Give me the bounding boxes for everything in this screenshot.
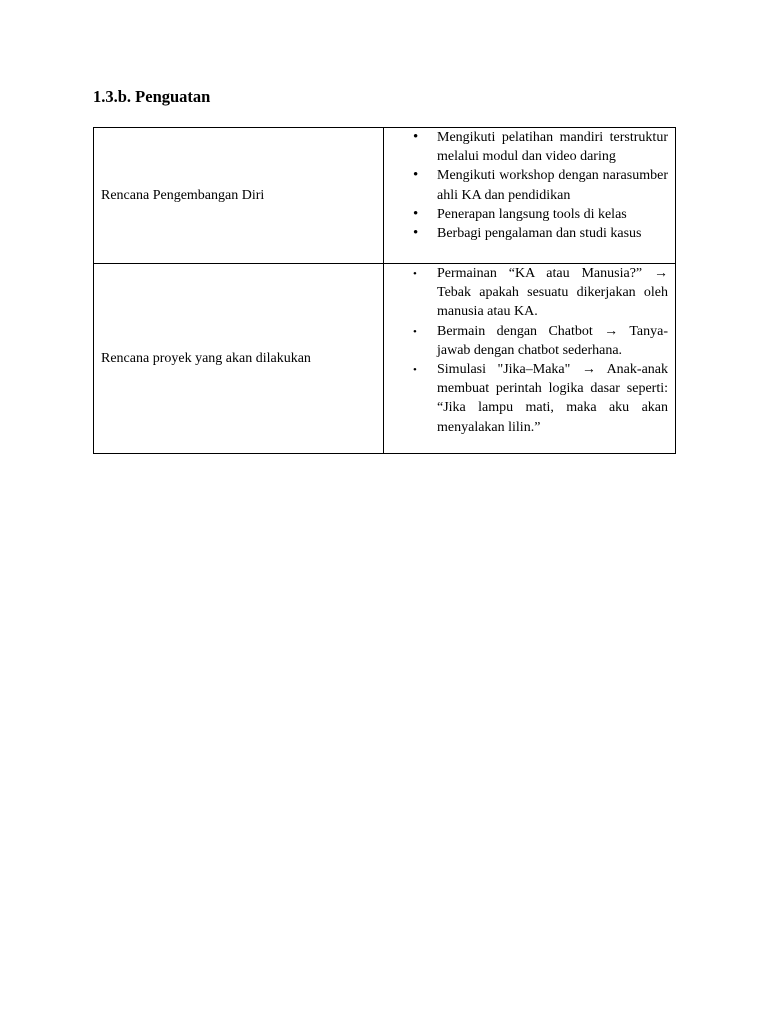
bullet-list [384, 264, 675, 437]
list-item: • Mengikuti pelatihan mandiri terstruktur melalui modul dan video daring [384, 128, 668, 166]
row-label-self-development: Rencana Pengembangan Diri [94, 128, 384, 264]
list-item: • Mengikuti workshop dengan narasumber ahli KA dan pendidikan [384, 166, 668, 204]
list-item: • Permainan “KA atau Manusia?” → Tebak apakah sesuatu dikerjakan oleh manusia atau KA. [384, 264, 668, 322]
list-item: • Bermain dengan Chatbot → Tanya-jawab dengan chatbot sederhana. [384, 322, 668, 360]
section-heading: 1.3.b. Penguatan [93, 87, 211, 106]
row-items-cell [384, 128, 676, 264]
list-item: • Penerapan langsung tools di kelas [384, 205, 668, 224]
bullet-list [384, 128, 675, 243]
table-row [94, 128, 676, 264]
list-item: • Berbagi pengalaman dan studi kasus [384, 224, 668, 243]
row-items-cell [384, 264, 676, 454]
row-label-project-plan: Rencana proyek yang akan dilakukan [94, 264, 384, 454]
table-row [94, 264, 676, 454]
plan-table [93, 127, 676, 454]
list-item: • Simulasi "Jika–Maka" → Anak-anak membuat perintah logika dasar seperti: “Jika lampu mati, maka aku akan menyalakan lilin.” [384, 360, 668, 437]
